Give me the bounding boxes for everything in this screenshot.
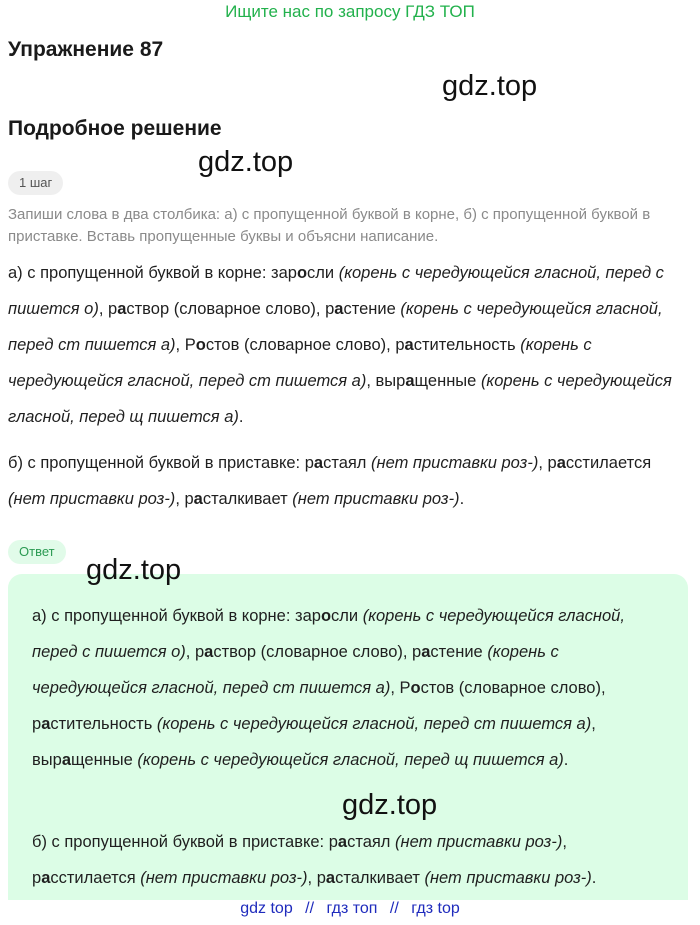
inserted-letter: а (556, 454, 566, 472)
word-text: а) с пропущенной буквой в корне: зар (8, 264, 297, 282)
word-text: сталкивает (202, 490, 293, 508)
word-text: стов (словарное слово), р (205, 336, 405, 354)
word-text: , р (98, 300, 118, 318)
inserted-letter: а (313, 454, 324, 472)
footer-separator: // (389, 900, 399, 917)
word-text: а) с пропущенной буквой в корне: зар (32, 607, 321, 625)
word-text: . (563, 751, 569, 769)
inserted-letter: а (404, 336, 414, 354)
word-text: сли (331, 607, 363, 625)
explanation-text: (корень с чередующейся гласной, перед ст пишется а) (156, 715, 592, 733)
word-text: сли (307, 264, 339, 282)
inserted-letter: а (41, 869, 51, 887)
word-text: стение (343, 300, 401, 318)
footer-link[interactable]: гдз top (411, 900, 460, 917)
word-text: створ (словарное слово), р (126, 300, 335, 318)
word-text: щенные (414, 372, 481, 390)
explanation-text: (корень с чередующейся гласной, перед ст пишется а) (8, 300, 663, 354)
word-text: б) с пропущенной буквой в приставке: р (32, 833, 338, 851)
word-text: . (591, 869, 597, 887)
word-text: , Р (175, 336, 196, 354)
word-text: стительность (50, 715, 157, 733)
explanation-text: (корень с чередующейся гласной, перед ст пишется а) (32, 643, 559, 697)
explanation-text: (корень с чередующейся гласной, перед с пишется о) (8, 264, 664, 318)
word-text: , р (538, 454, 557, 472)
word-text: , выр (366, 372, 406, 390)
explanation-text: (нет приставки роз-) (424, 869, 592, 887)
word-text: стов (словарное слово), р (32, 679, 606, 733)
inserted-letter: а (325, 869, 336, 887)
word-text: , р (175, 490, 194, 508)
footer-link[interactable]: gdz top (240, 900, 293, 917)
solution-part-a (8, 255, 692, 435)
explanation-text: (корень с чередующейся гласной, перед с пишется о) (32, 607, 625, 661)
inserted-letter: а (204, 643, 214, 661)
word-text: сстилается (565, 454, 652, 472)
answer-part-a (32, 598, 672, 778)
word-text: щенные (71, 751, 138, 769)
search-banner: Ищите нас по запросу ГДЗ ТОП (225, 2, 475, 21)
word-text: стаял (347, 833, 396, 851)
word-text: , Р (390, 679, 411, 697)
word-text: стение (430, 643, 488, 661)
answer-badge: Ответ (8, 540, 66, 564)
word-text: , выр (32, 715, 596, 769)
footer-link[interactable]: гдз топ (326, 900, 378, 917)
inserted-letter: а (334, 300, 344, 318)
inserted-letter: а (405, 372, 415, 390)
word-text: , р (307, 869, 326, 887)
explanation-text: (корень с чередующейся гласной, перед щ пишется а) (137, 751, 564, 769)
watermark: gdz.top (86, 554, 182, 586)
word-text: стительность (413, 336, 521, 354)
inserted-letter: а (61, 751, 71, 769)
footer-separator: // (305, 900, 315, 917)
word-text: сстилается (50, 869, 141, 887)
inserted-letter: а (117, 300, 127, 318)
word-text: , р (185, 643, 205, 661)
word-text: б) с пропущенной буквой в приставке: р (8, 454, 314, 472)
inserted-letter: а (193, 490, 203, 508)
word-text: . (238, 408, 244, 426)
explanation-text: (корень с чередующейся гласной, перед щ пишется а) (8, 372, 672, 426)
solution-part-b (8, 445, 692, 517)
word-text: , р (32, 833, 567, 887)
section-title: Подробное решение (8, 117, 222, 140)
explanation-text: (нет приставки роз-) (140, 869, 308, 887)
exercise-title: Упражнение 87 (8, 38, 164, 61)
word-text: стаял (323, 454, 372, 472)
word-text: створ (словарное слово), р (213, 643, 422, 661)
inserted-letter: о (195, 336, 206, 354)
task-text: Запиши слова в два столбика: а) с пропущенной буквой в корне, б) с пропущенной буквой в приставке. Вставь пропущенные буквы и объясни написание. (8, 206, 651, 245)
word-text: . (459, 490, 465, 508)
explanation-text: (нет приставки роз-) (8, 490, 176, 508)
word-text: сталкивает (335, 869, 425, 887)
step-badge: 1 шаг (8, 171, 63, 195)
inserted-letter: а (337, 833, 348, 851)
explanation-text: (нет приставки роз-) (395, 833, 563, 851)
explanation-text: (нет приставки роз-) (292, 490, 460, 508)
inserted-letter: а (41, 715, 51, 733)
answer-part-b (32, 824, 672, 896)
footer-links (0, 900, 700, 918)
inserted-letter: о (320, 607, 332, 625)
inserted-letter: о (296, 264, 308, 282)
explanation-text: (нет приставки роз-) (371, 454, 539, 472)
explanation-text: (корень с чередующейся гласной, перед ст пишется а) (8, 336, 592, 390)
watermark: gdz.top (442, 70, 538, 102)
inserted-letter: а (421, 643, 431, 661)
watermark: gdz.top (342, 789, 438, 821)
watermark: gdz.top (198, 146, 294, 178)
inserted-letter: о (410, 679, 421, 697)
